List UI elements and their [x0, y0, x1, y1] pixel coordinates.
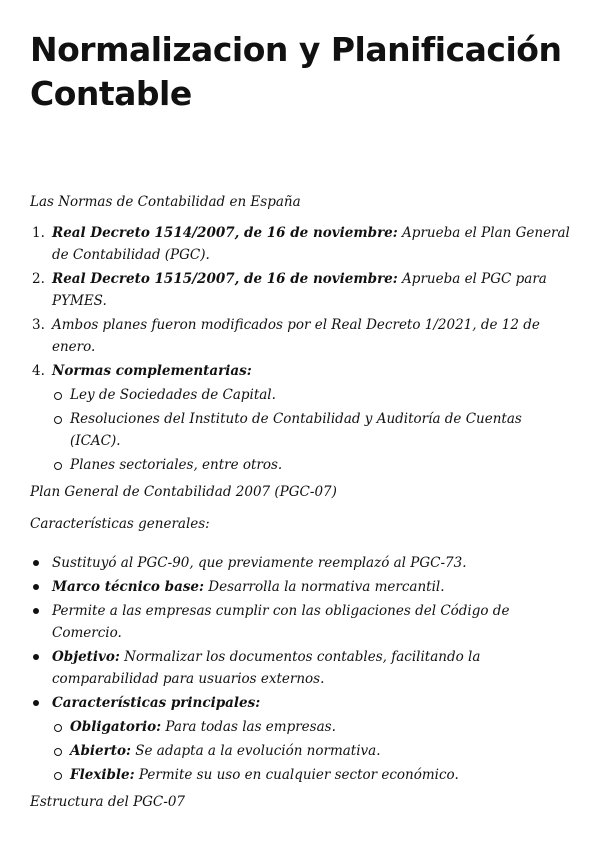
item-bold-text: Marco técnico base: — [52, 579, 205, 595]
list-item — [30, 576, 570, 598]
section-heading-estructura: Estructura del PGC-07 — [30, 794, 186, 810]
sub-item-bold-text: Abierto: — [70, 743, 131, 759]
sub-list-item — [52, 716, 570, 738]
sub-item-text: Para todas las empresas. — [161, 719, 336, 735]
list-item — [30, 692, 570, 786]
sub-list — [52, 716, 570, 786]
sub-list-item — [52, 384, 570, 406]
item-bold-text: Normas complementarias: — [52, 363, 252, 379]
sub-list-item — [52, 764, 570, 786]
item-bold-text: Real Decreto 1515/2007, de 16 de noviembre: — [52, 271, 398, 287]
page-title: Normalizacion y Planificación Contable — [30, 30, 562, 113]
item-text: Aprueba el Plan General de Contabilidad (PGC). — [52, 225, 570, 263]
sub-item-text: Ley de Sociedades de Capital. — [70, 387, 276, 403]
sub-list — [52, 384, 570, 476]
list-item — [30, 314, 570, 358]
sub-item-bold-text: Obligatorio: — [70, 719, 162, 735]
sub-item-text: Resoluciones del Instituto de Contabilidad y Auditoría de Cuentas (ICAC). — [70, 411, 522, 449]
bullet-icon — [33, 654, 39, 660]
list-number: 4. — [32, 363, 45, 379]
list-item — [30, 646, 570, 690]
bullet-icon — [33, 584, 39, 590]
sub-list-item — [52, 408, 570, 452]
list-number: 1. — [32, 225, 45, 241]
section-heading-pgc: Plan General de Contabilidad 2007 (PGC-07) — [30, 484, 337, 500]
circle-bullet-icon — [54, 748, 62, 756]
list-number: 3. — [32, 317, 45, 333]
circle-bullet-icon — [54, 392, 62, 400]
item-bold-text: Características principales: — [52, 695, 261, 711]
circle-bullet-icon — [54, 416, 62, 424]
bullet-icon — [33, 560, 39, 566]
circle-bullet-icon — [54, 724, 62, 732]
list-item — [30, 222, 570, 266]
circle-bullet-icon — [54, 462, 62, 470]
list-item — [30, 360, 570, 476]
sub-item-bold-text: Flexible: — [70, 767, 135, 783]
item-text: Desarrolla la normativa mercantil. — [204, 579, 445, 595]
item-text: Permite a las empresas cumplir con las obligaciones del Código de Comercio. — [52, 603, 510, 641]
item-bold-text: Objetivo: — [52, 649, 120, 665]
item-text: Aprueba el PGC para PYMES. — [52, 271, 547, 309]
sub-list-item — [52, 454, 570, 476]
item-text: Ambos planes fueron modificados por el Real Decreto 1/2021, de 12 de enero. — [52, 317, 540, 355]
item-text: Normalizar los documentos contables, facilitando la comparabilidad para usuarios externos. — [52, 649, 481, 687]
sub-item-text: Planes sectoriales, entre otros. — [70, 457, 283, 473]
caracteristicas-list — [30, 552, 570, 786]
sub-item-text: Se adapta a la evolución normativa. — [130, 743, 381, 759]
circle-bullet-icon — [54, 772, 62, 780]
bullet-icon — [33, 608, 39, 614]
normas-list — [30, 222, 570, 476]
list-number: 2. — [32, 271, 45, 287]
bullet-icon — [33, 700, 39, 706]
list-item — [30, 600, 570, 644]
list-item — [30, 552, 570, 574]
subheading-caracteristicas: Características generales: — [30, 516, 210, 532]
sub-item-text: Permite su uso en cualquier sector económico. — [134, 767, 459, 783]
section-heading-normas: Las Normas de Contabilidad en España — [30, 194, 301, 210]
list-item — [30, 268, 570, 312]
sub-list-item — [52, 740, 570, 762]
item-text: Sustituyó al PGC-90, que previamente reemplazó al PGC-73. — [52, 555, 467, 571]
item-bold-text: Real Decreto 1514/2007, de 16 de noviembre: — [52, 225, 398, 241]
